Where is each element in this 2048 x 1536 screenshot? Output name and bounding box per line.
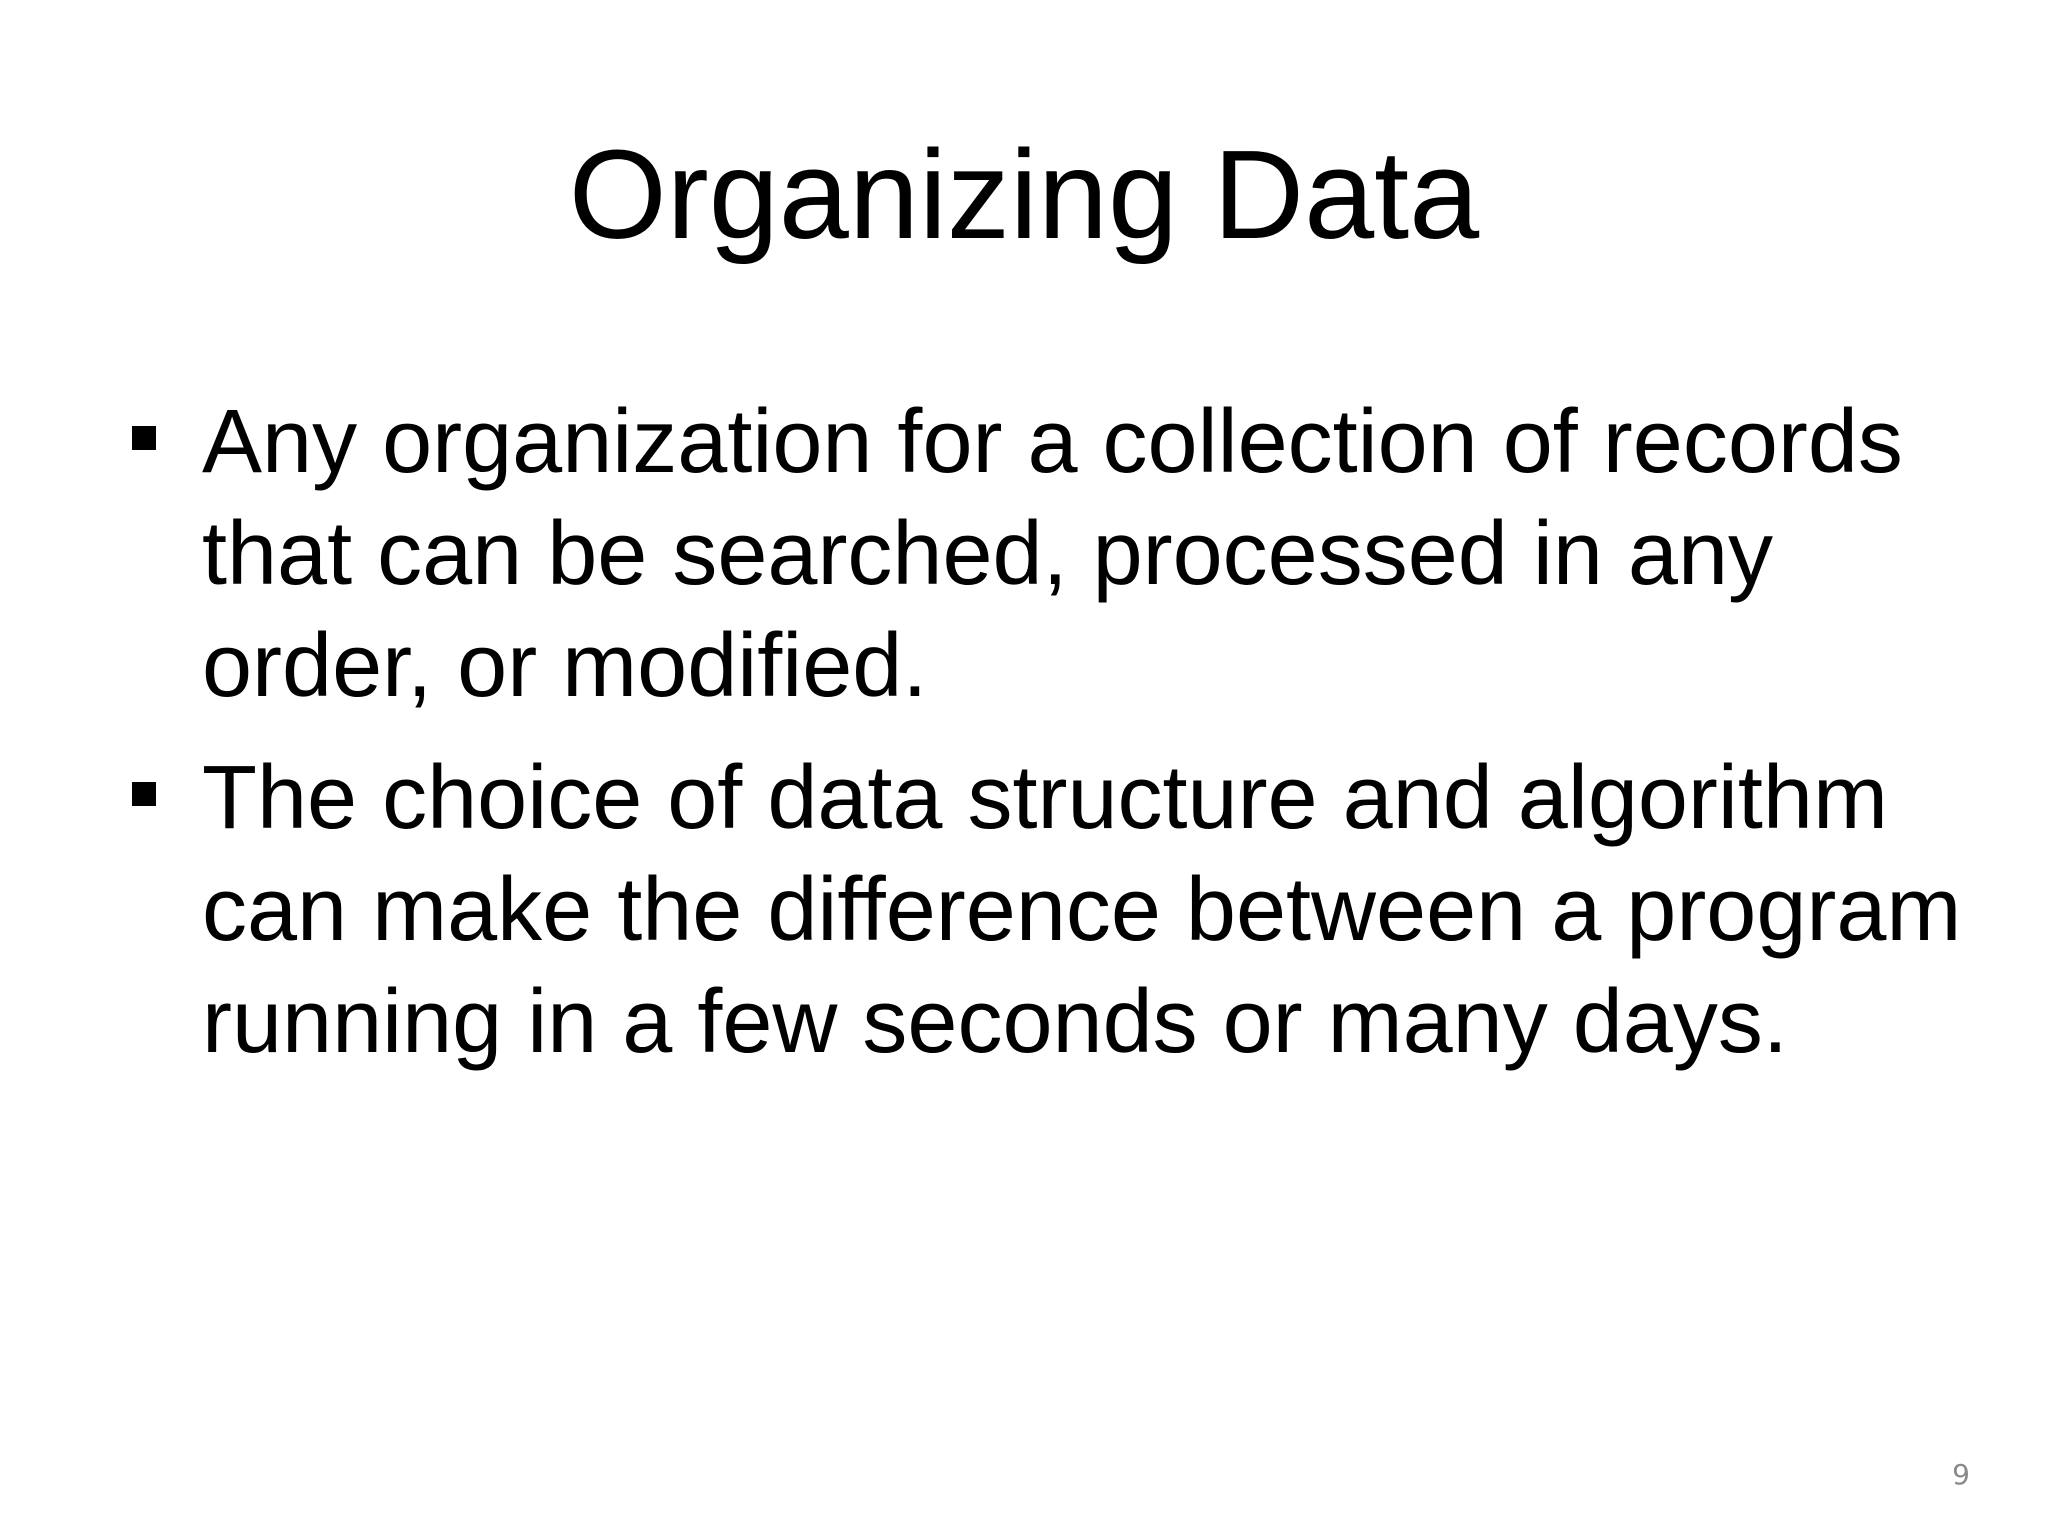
square-bullet-icon — [132, 782, 156, 806]
square-bullet-icon — [132, 426, 156, 450]
bullet-item — [132, 386, 1962, 722]
bullet-list — [132, 386, 1962, 1098]
bullet-item — [132, 742, 1962, 1078]
slide-title: Organizing Data — [568, 124, 1480, 265]
bullet-text: The choice of data structure and algorithm can make the difference between a program running in a few seconds or many days. — [202, 748, 1962, 1072]
bullet-text: Any organization for a collection of records that can be searched, processed in any order, or modified. — [202, 392, 1903, 716]
page-number: 9 — [1952, 1458, 1970, 1491]
